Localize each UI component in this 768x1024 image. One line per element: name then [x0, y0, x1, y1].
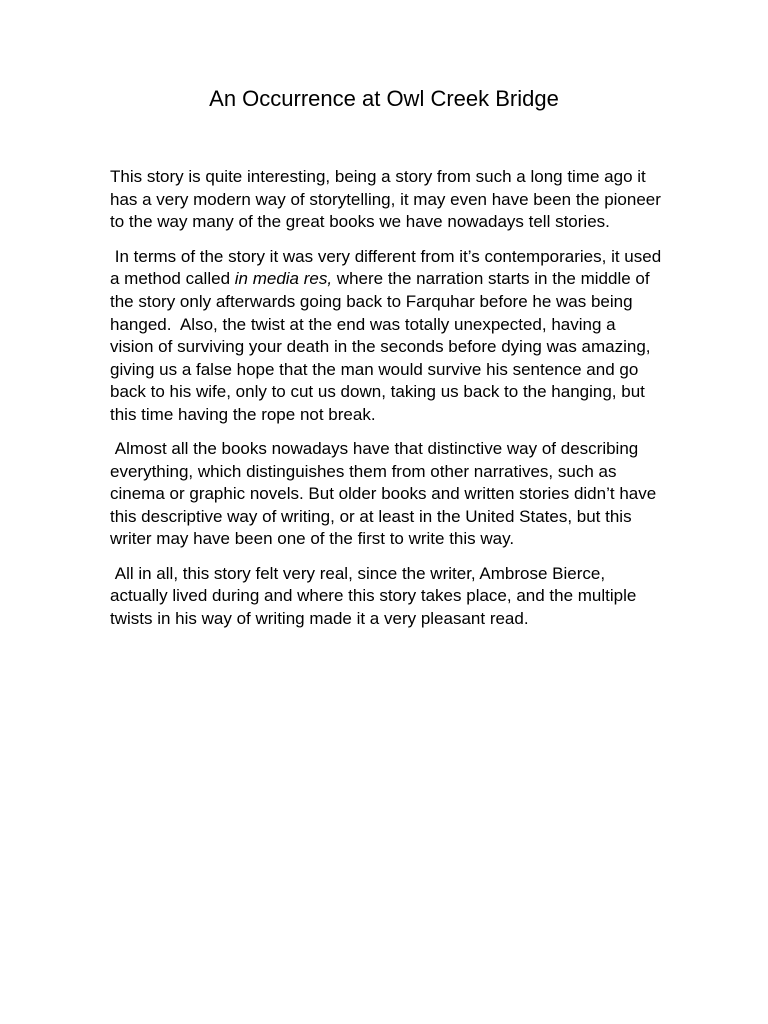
paragraph-2-emphasis: in media res, — [234, 269, 333, 289]
paragraph-1 — [110, 166, 662, 234]
paragraph-4 — [110, 563, 662, 631]
document-body — [110, 166, 666, 642]
paragraph-2 — [110, 246, 666, 427]
paragraph-3 — [110, 438, 662, 551]
paragraph-2-text-before: In terms of the story it was very different from it’s contemporaries, it used a method called — [110, 246, 666, 289]
paragraph-2-text-after: where the narration starts in the middle of the story only afterwards going back to Farquhar before he was being hanged. Also, the twist at the end was totally unexpected, having a vision of surviving your death in the seconds before dying was amazing, giving us a false hope that the man would survive his sentence and go back to his wife, only to cut us down, taking us back to the hanging, but this time having the rope not break. — [110, 269, 656, 424]
paragraph-1-text: This story is quite interesting, being a story from such a long time ago it has a very modern way of storytelling, it may even have been the pioneer to the way many of the great books we have nowadays tell stories. — [110, 167, 661, 232]
paragraph-3-text: Almost all the books nowadays have that distinctive way of describing everything, which distinguishes them from other narratives, such as cinema or graphic novels. But older books and written stories didn’t have this descriptive way of writing, or at least in the United States, but this writer may have been one of the first to write this way. — [110, 439, 661, 549]
paragraph-4-text: All in all, this story felt very real, since the writer, Ambrose Bierce, actually lived during and where this story takes place, and the multiple twists in his way of writing made it a very pleasant read. — [110, 563, 642, 628]
document-title: An Occurrence at Owl Creek Bridge — [209, 86, 559, 111]
